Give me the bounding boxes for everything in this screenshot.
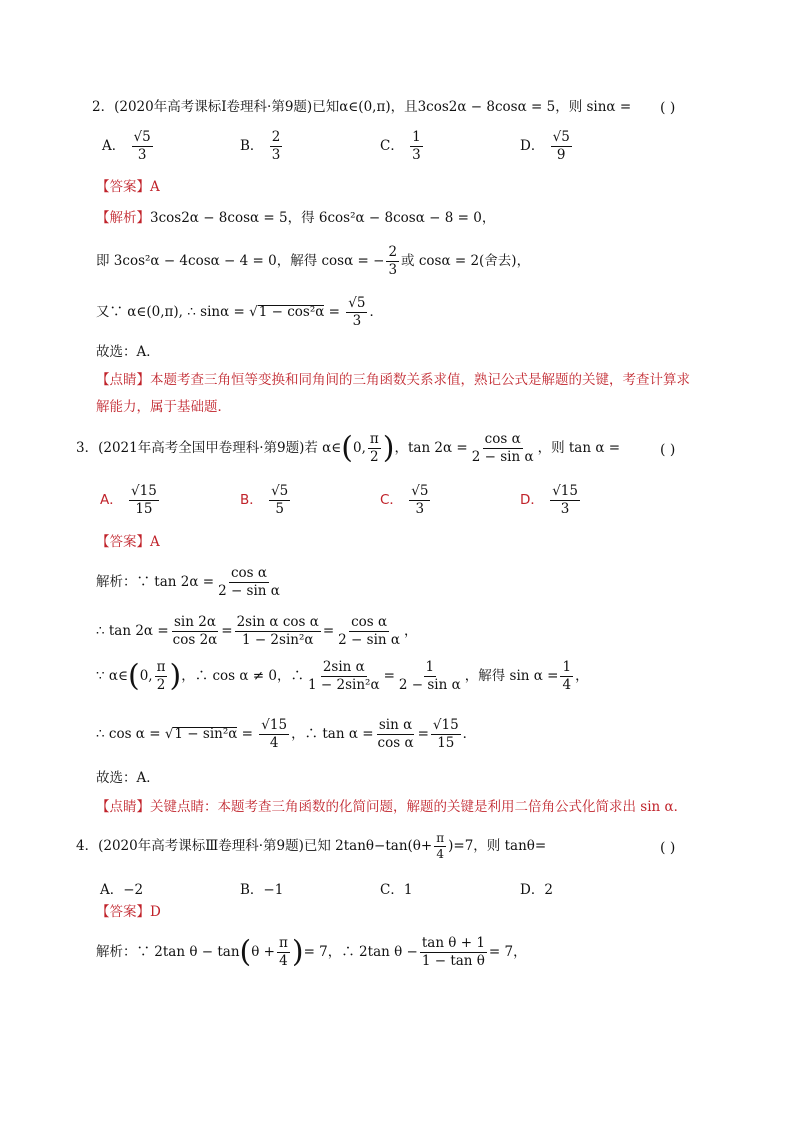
q3-answer bbox=[96, 536, 160, 550]
step-text: θ + bbox=[251, 943, 275, 960]
q2-analysis-step1 bbox=[96, 212, 495, 226]
q3-solution-step2: ∴ tan 2α = $\frac{\sin 2\alpha}{\cos 2\alpha}$ = $\frac{\text{2sin α cos α}}{\text{1 − 2sin²α}}$ = $\frac{\text{cos α}}{\text{2 − sin α}}$ ， bbox=[96, 614, 418, 648]
q2-remark-line1 bbox=[96, 374, 690, 388]
q3-option-b[interactable] bbox=[240, 484, 292, 517]
step-fraction: $\frac{\text{sin α}}{\text{cos α}}$ bbox=[377, 717, 414, 751]
analysis-label: 【解析】 bbox=[96, 210, 150, 226]
step-fraction: $\frac{\pi}{2}$ bbox=[156, 659, 166, 693]
option-letter: D． bbox=[520, 137, 545, 154]
q4-option-b[interactable]: B．−1 bbox=[240, 882, 284, 898]
step-text: ∵ α∈ bbox=[96, 667, 128, 684]
q2-conclusion: 故选：A． bbox=[96, 344, 160, 360]
option-fraction: $\frac{√15}{3}$ bbox=[552, 483, 578, 517]
step-text: 或 cosα = 2(舍去)， bbox=[401, 252, 531, 269]
answer-label: 【答案】 bbox=[96, 179, 150, 195]
q2-answer-blank: ( ) bbox=[660, 100, 676, 116]
stem-fraction: $\frac{\pi}{2}$ bbox=[369, 431, 379, 465]
remark-label: 【点睛】 bbox=[96, 799, 150, 815]
option-letter: C． bbox=[380, 491, 403, 508]
stem-text: ，则 tan α = bbox=[537, 439, 621, 456]
option-fraction: $\frac{2}{3}$ bbox=[271, 129, 281, 163]
step-text: ， bbox=[404, 622, 418, 639]
q4-stem bbox=[76, 832, 546, 861]
option-fraction: $\frac{√5}{3}$ bbox=[133, 129, 151, 163]
step-fraction: $\frac{\text{tan θ + 1}}{\text{1 − tan θ}}$ bbox=[421, 935, 485, 969]
step-text: 0, bbox=[139, 667, 153, 684]
step-text: ∴ tan 2α = bbox=[96, 622, 169, 639]
option-letter: A． bbox=[100, 491, 123, 508]
stem-text: 4．(2020年高考课标Ⅲ卷理科·第9题)已知 2tanθ−tan(θ+ bbox=[76, 838, 433, 855]
q2-remark-line2: 解能力，属于基础题． bbox=[96, 399, 231, 415]
step-fraction: $\frac{√5}{3}$ bbox=[348, 295, 366, 329]
radicand: 1 − sin²α bbox=[174, 725, 238, 742]
step-text: ． bbox=[462, 725, 477, 742]
q4-option-c[interactable]: C．1 bbox=[380, 882, 413, 898]
q2-stem: 2．(2020年高考课标Ⅰ卷理科·第9题)已知α∈(0,π)，且3cos2α − 8cosα = 5，则 sinα = bbox=[92, 99, 632, 115]
step-fraction: $\frac{1}{4}$ bbox=[562, 659, 572, 693]
option-letter: B． bbox=[240, 137, 264, 154]
option-letter: A． bbox=[102, 137, 126, 154]
q3-answer-blank: ( ) bbox=[660, 442, 676, 458]
answer-value: D bbox=[150, 904, 161, 920]
step-text: 解析：∵ 2tan θ − tan bbox=[96, 943, 240, 960]
stem-text: )=7，则 tanθ= bbox=[448, 838, 547, 855]
q4-solution-step1: 解析：∵ 2tan θ − tan(θ + $\frac{\pi}{4}$ )= 7，∴ 2tan θ − $\frac{\text{tan θ + 1}}{\text{1 − tan θ}}$ = 7， bbox=[96, 934, 527, 970]
step-fraction: $\frac{2}{3}$ bbox=[388, 244, 398, 278]
q2-option-b[interactable] bbox=[240, 130, 284, 163]
answer-label: 【答案】 bbox=[96, 534, 150, 550]
option-fraction: $\frac{1}{3}$ bbox=[412, 129, 421, 163]
step-fraction: $\frac{\text{2sin α cos α}}{\text{1 − 2sin²α}}$ bbox=[236, 614, 319, 648]
stem-fraction: $\frac{\text{cos α}}{\text{2 − sin α}}$ bbox=[471, 431, 534, 465]
step-text: = 7，∴ 2tan θ − bbox=[303, 943, 418, 960]
q4-answer-blank: ( ) bbox=[660, 840, 676, 856]
step-text: ，∴ tan α = bbox=[291, 725, 374, 742]
option-letter: C． bbox=[380, 137, 404, 154]
step-text: = bbox=[324, 303, 345, 320]
q2-option-c[interactable] bbox=[380, 130, 425, 163]
q2-analysis-step2 bbox=[96, 245, 530, 278]
q4-option-d[interactable]: D．2 bbox=[520, 882, 553, 898]
step-fraction: $\frac{√15}{4}$ bbox=[261, 717, 288, 751]
step-fraction: $\frac{1}{\text{2 − sin α}}$ bbox=[398, 659, 461, 693]
q3-solution-step1 bbox=[96, 566, 284, 599]
step-fraction: $\frac{\sin 2\alpha}{\cos 2\alpha}$ bbox=[172, 614, 218, 648]
step-fraction: $\frac{\text{2sin α}}{\text{1 − 2sin²α}}$ bbox=[308, 659, 380, 693]
q2-analysis-step3: 又∵ α∈(0,π), ∴ sinα = √1 − cos²α = $\frac{√5}{3}$ ． bbox=[96, 295, 383, 329]
q3-remark bbox=[96, 801, 687, 815]
step-fraction: $\frac{√15}{15}$ bbox=[432, 717, 459, 751]
q4-option-a[interactable]: A．−2 bbox=[100, 882, 144, 898]
step-text: ，解得 sin α = bbox=[464, 667, 559, 684]
radicand: 1 − cos²α bbox=[258, 303, 325, 320]
q3-solution-step3: ∵ α∈(0, $\frac{\pi}{2}$ )，∴ cos α ≠ 0，∴ $\frac{\text{2sin α}}{\text{1 − 2sin²α}}$ = $\frac{1}{\text{2 − sin α}}$ ，解得 sin α = $\frac{1}{4}$ ， bbox=[96, 658, 589, 694]
q3-option-d[interactable] bbox=[520, 484, 582, 517]
answer-value: A bbox=[150, 179, 160, 195]
step-text: = 7， bbox=[488, 943, 527, 960]
stem-text: ，tan 2α = bbox=[394, 439, 468, 456]
step-text: 解析：∵ tan 2α = bbox=[96, 573, 215, 590]
option-fraction: $\frac{√15}{15}$ bbox=[131, 483, 157, 517]
remark-label: 【点睛】 bbox=[96, 372, 150, 388]
q3-option-c[interactable] bbox=[380, 484, 432, 517]
q3-conclusion: 故选：A． bbox=[96, 770, 160, 786]
step-text: 又∵ α∈(0,π), ∴ sinα = bbox=[96, 303, 250, 320]
step-fraction: $\frac{\pi}{4}$ bbox=[278, 935, 288, 969]
step-text: ， bbox=[575, 667, 589, 684]
q3-solution-step4: ∴ cos α = √1 − sin²α = $\frac{√15}{4}$ ，∴ tan α = $\frac{\text{sin α}}{\text{cos α}}$ = $\frac{√15}{15}$ ． bbox=[96, 717, 477, 751]
step-fraction: $\frac{\text{cos α}}{\text{2 − sin α}}$ bbox=[218, 565, 280, 599]
step-text: 3cos2α − 8cosα = 5，得 6cos²α − 8cosα − 8 = 0， bbox=[150, 210, 496, 226]
step-text: ，∴ cos α ≠ 0，∴ bbox=[181, 667, 305, 684]
q3-stem: 3．(2021年高考全国甲卷理科·第9题)若 α∈(0, $\frac{\pi}{2}$ )，tan 2α = $\frac{\text{cos α}}{\text{2 − sin α}}$ ，则 tan α = bbox=[76, 430, 621, 466]
stem-text: 3．(2021年高考全国甲卷理科·第9题)若 α∈ bbox=[76, 439, 342, 456]
q2-option-a[interactable] bbox=[102, 130, 155, 163]
option-letter: D． bbox=[520, 491, 544, 508]
stem-fraction: $\frac{\pi}{4}$ bbox=[436, 831, 445, 862]
option-fraction: $\frac{√5}{3}$ bbox=[411, 483, 429, 517]
remark-text: 关键点睛：本题考查三角函数的化简问题，解题的关键是利用二倍角公式化简求出 sin α． bbox=[150, 799, 688, 815]
answer-value: A bbox=[150, 534, 160, 550]
step-text: 即 3cos²α − 4cosα − 4 = 0，解得 cosα = − bbox=[96, 252, 385, 269]
option-fraction: $\frac{√5}{5}$ bbox=[271, 483, 289, 517]
q3-option-a[interactable] bbox=[100, 484, 161, 517]
q2-option-d[interactable] bbox=[520, 130, 574, 163]
step-text: ∴ cos α = bbox=[96, 725, 165, 742]
option-letter: B． bbox=[240, 491, 263, 508]
stem-text: 0, bbox=[352, 439, 366, 456]
q4-answer bbox=[96, 906, 161, 920]
step-fraction: $\frac{\text{cos α}}{\text{2 − sin α}}$ bbox=[338, 614, 401, 648]
q2-answer bbox=[96, 181, 160, 195]
step-text: ． bbox=[369, 303, 383, 320]
option-fraction: $\frac{√5}{9}$ bbox=[552, 129, 570, 163]
answer-label: 【答案】 bbox=[96, 904, 150, 920]
remark-text: 本题考查三角恒等变换和同角间的三角函数关系求值，熟记公式是解题的关键，考查计算求 bbox=[150, 372, 690, 388]
